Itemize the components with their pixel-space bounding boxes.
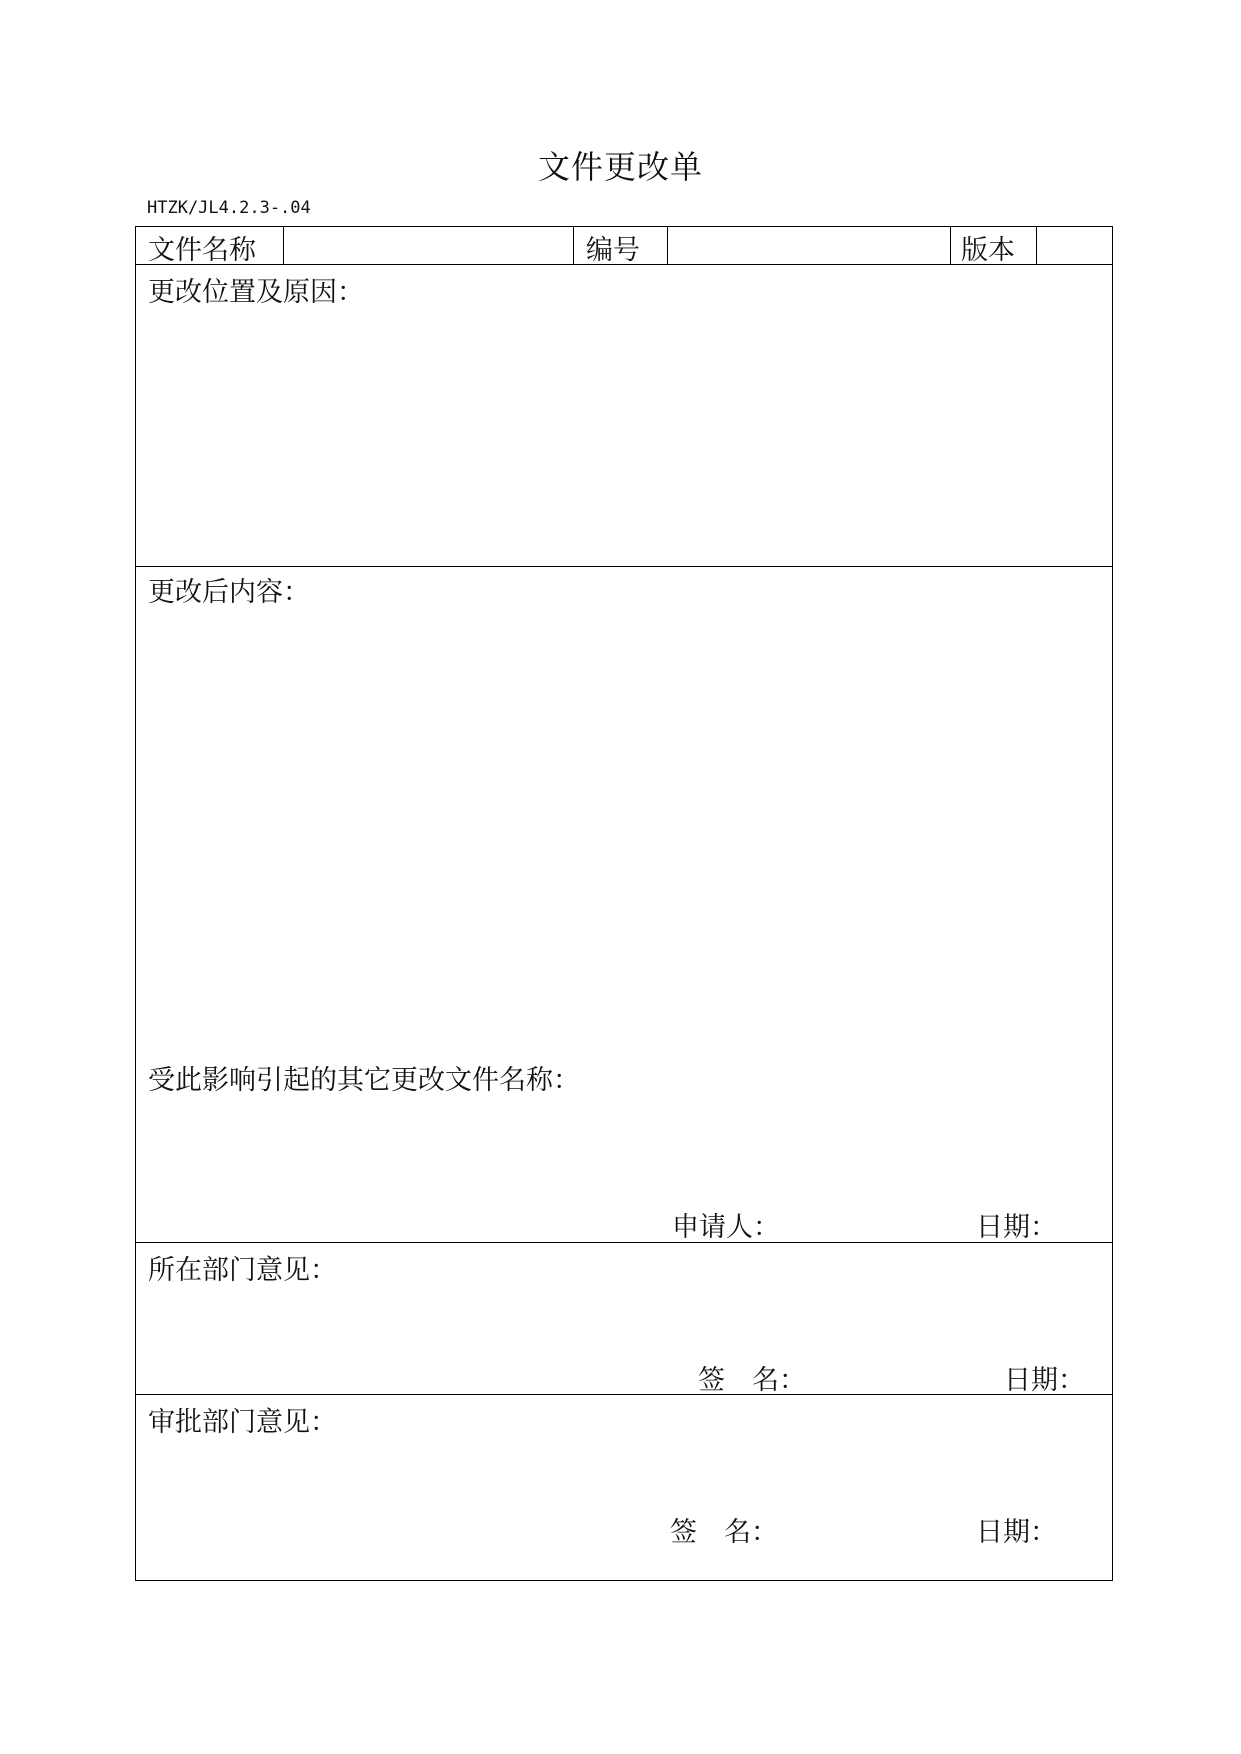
form-table — [135, 226, 1113, 1581]
number-label: 编号 — [586, 235, 640, 266]
applicant-date-label: 日期： — [976, 1212, 1057, 1243]
col-divider-3 — [667, 226, 668, 264]
approval-signature-label: 签 名： — [670, 1517, 778, 1548]
row-divider-4 — [135, 1394, 1113, 1395]
number-field[interactable] — [674, 228, 944, 262]
approval-date-label: 日期： — [976, 1517, 1057, 1548]
dept-signature-label: 签 名： — [698, 1365, 806, 1396]
col-divider-4 — [950, 226, 951, 264]
row-divider-2 — [135, 566, 1113, 567]
applicant-label: 申请人： — [672, 1212, 780, 1243]
change-content-label: 更改后内容： — [148, 577, 310, 608]
version-field[interactable] — [1042, 228, 1106, 262]
dept-opinion-label: 所在部门意见： — [148, 1255, 337, 1286]
col-divider-1 — [283, 226, 284, 264]
affected-files-label: 受此影响引起的其它更改文件名称： — [148, 1065, 580, 1096]
col-divider-2 — [573, 226, 574, 264]
approval-opinion-label: 审批部门意见： — [148, 1407, 337, 1438]
document-code: HTZK/JL4.2.3-.04 — [147, 198, 311, 218]
form-title: 文件更改单 — [537, 148, 703, 186]
dept-date-label: 日期： — [1004, 1365, 1085, 1396]
row-divider-3 — [135, 1242, 1113, 1243]
version-label: 版本 — [961, 235, 1015, 266]
col-divider-5 — [1036, 226, 1037, 264]
file-name-field[interactable] — [290, 228, 568, 262]
change-reason-label: 更改位置及原因： — [148, 277, 364, 308]
file-name-label: 文件名称 — [148, 235, 256, 266]
